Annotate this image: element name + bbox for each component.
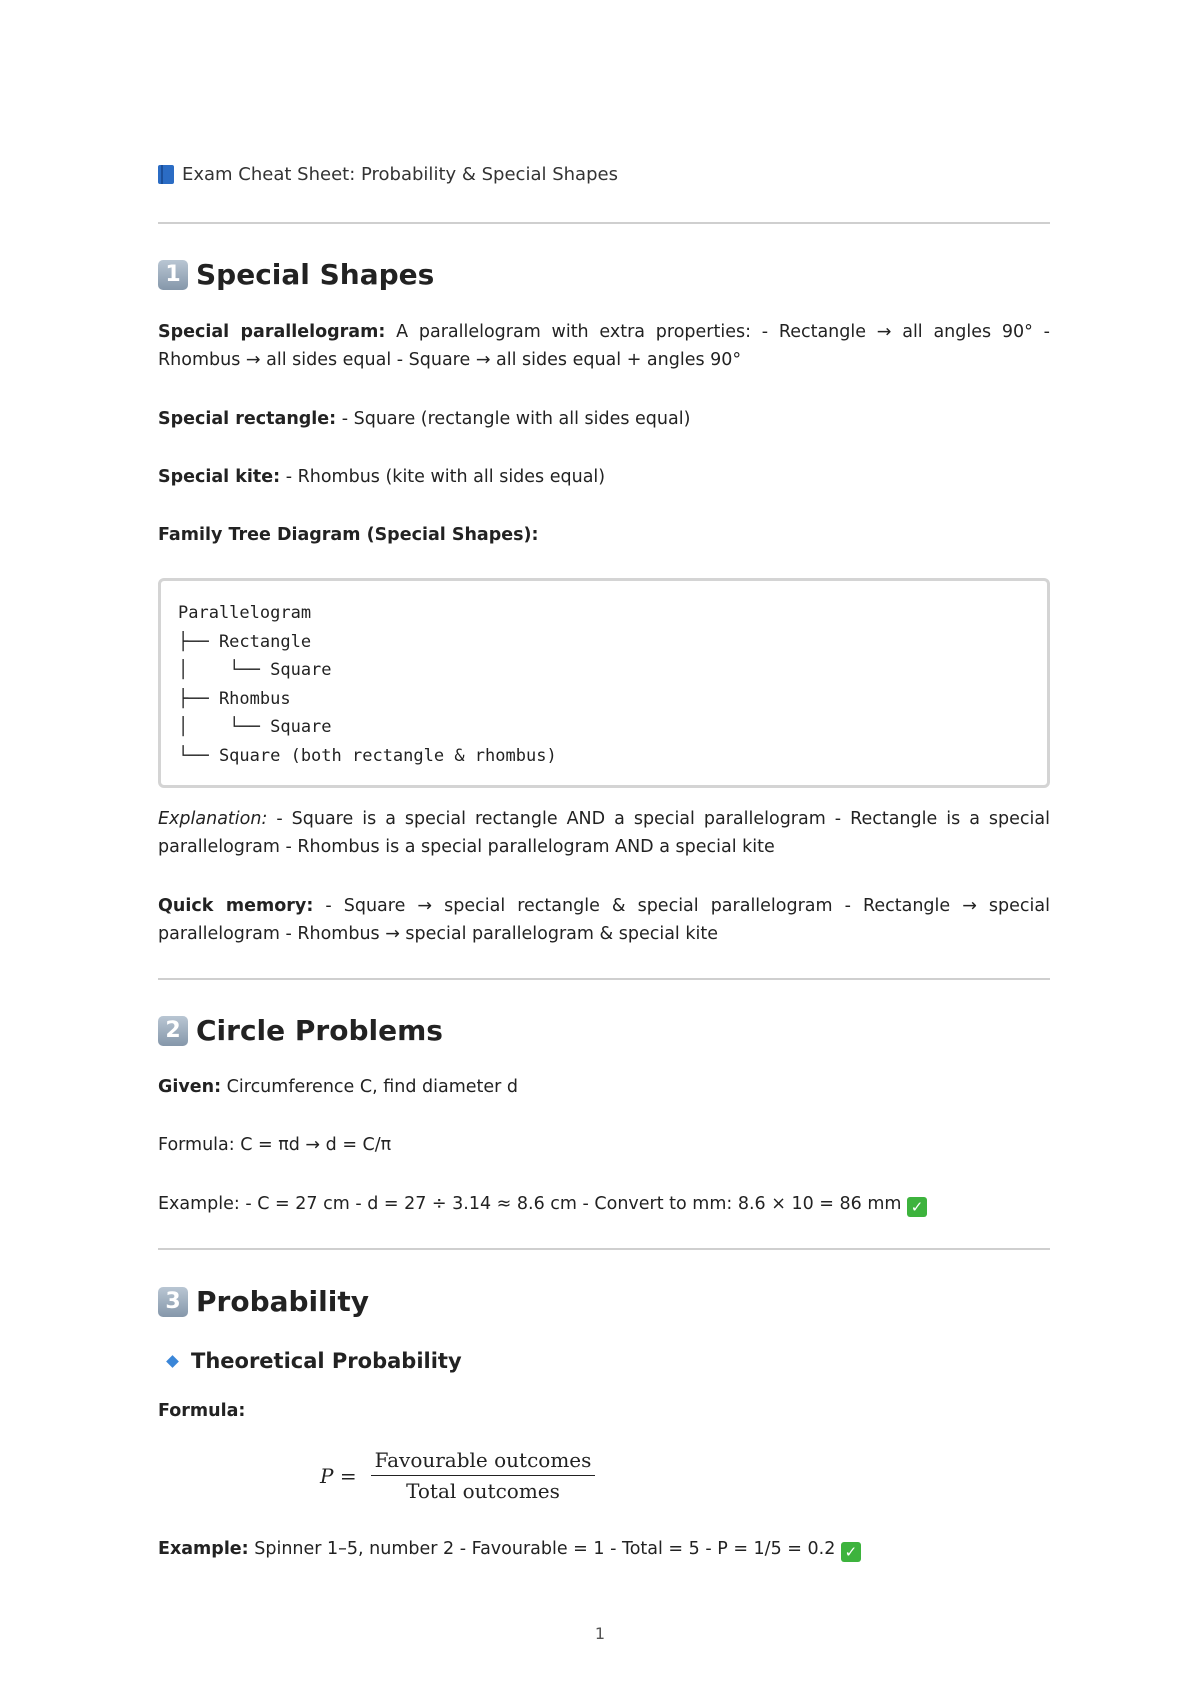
probability-formula-label	[158, 1397, 1050, 1425]
check-mark-icon: ✓	[907, 1197, 927, 1217]
label: Special kite:	[158, 467, 281, 487]
special-parallelogram-paragraph	[158, 318, 1050, 374]
label: Given:	[158, 1077, 222, 1097]
label: Special parallelogram:	[158, 322, 386, 342]
subheading-theoretical-probability	[158, 1349, 462, 1373]
title-text: Exam Cheat Sheet: Probability & Special Shapes	[182, 164, 618, 185]
document-title	[158, 164, 618, 185]
code-text: Parallelogram ├── Rectangle │ └── Square ├── Rhombus │ └── Square └── Square (both rectangle & rhombus)	[178, 603, 557, 766]
text: Example: - C = 27 cm - d = 27 ÷ 3.14 ≈ 8.6 cm - Convert to mm: 8.6 × 10 = 86 mm	[158, 1194, 908, 1214]
circle-example-paragraph	[158, 1190, 1050, 1218]
text: - Square → special rectangle & special parallelogram - Rectangle → special parallelogram - Rhombus → special parallelogram & special kite	[158, 896, 1050, 944]
heading-text: Probability	[196, 1285, 369, 1318]
label: Formula:	[158, 1401, 246, 1421]
denominator: Total outcomes	[406, 1479, 560, 1503]
heading-text: Special Shapes	[196, 258, 435, 291]
label: Special rectangle:	[158, 409, 337, 429]
section-heading-probability	[158, 1285, 369, 1318]
text: A parallelogram with extra properties: - Rectangle → all angles 90° - Rhombus → all sides equal - Square → all sides equal + angles 90°	[158, 322, 1050, 370]
family-tree-label	[158, 521, 1050, 549]
label: Quick memory:	[158, 896, 314, 916]
probability-formula	[320, 1448, 595, 1503]
label: Explanation:	[158, 809, 268, 829]
numerator: Favourable outcomes	[371, 1448, 596, 1476]
section-heading-circle	[158, 1014, 443, 1047]
heading-text: Circle Problems	[196, 1014, 443, 1047]
label: Family Tree Diagram (Special Shapes):	[158, 525, 539, 545]
text: - Square (rectangle with all sides equal)	[336, 409, 691, 429]
family-tree-code-block	[158, 578, 1050, 788]
text: - Square is a special rectangle AND a special parallelogram - Rectangle is a special parallelogram - Rhombus is a special parallelogram AND a special kite	[158, 809, 1050, 857]
label: Example:	[158, 1539, 249, 1559]
check-mark-icon: ✓	[841, 1542, 861, 1562]
special-kite-paragraph	[158, 463, 1050, 491]
separator	[158, 222, 1050, 224]
special-rectangle-paragraph	[158, 405, 1050, 433]
circle-formula-paragraph	[158, 1131, 1050, 1159]
text: Spinner 1–5, number 2 - Favourable = 1 - Total = 5 - P = 1/5 = 0.2	[248, 1539, 841, 1559]
text: Circumference C, find diameter d	[221, 1077, 519, 1097]
page-number: 1	[594, 1624, 606, 1643]
given-paragraph	[158, 1073, 1050, 1101]
explanation-paragraph	[158, 805, 1050, 861]
text: Formula: C = πd → d = C/π	[158, 1135, 392, 1155]
fraction	[371, 1448, 596, 1503]
blue-diamond-icon	[166, 1355, 179, 1368]
probability-example-paragraph	[158, 1535, 1050, 1563]
keycap-number-icon: 1	[158, 260, 188, 290]
quick-memory-paragraph	[158, 892, 1050, 948]
separator	[158, 978, 1050, 980]
book-icon	[158, 165, 174, 184]
keycap-number-icon: 3	[158, 1287, 188, 1317]
keycap-number-icon: 2	[158, 1016, 188, 1046]
section-heading-shapes	[158, 258, 434, 291]
separator	[158, 1248, 1050, 1250]
text: - Rhombus (kite with all sides equal)	[280, 467, 606, 487]
formula-lhs: P =	[320, 1463, 357, 1488]
subheading-text: Theoretical Probability	[191, 1349, 462, 1373]
